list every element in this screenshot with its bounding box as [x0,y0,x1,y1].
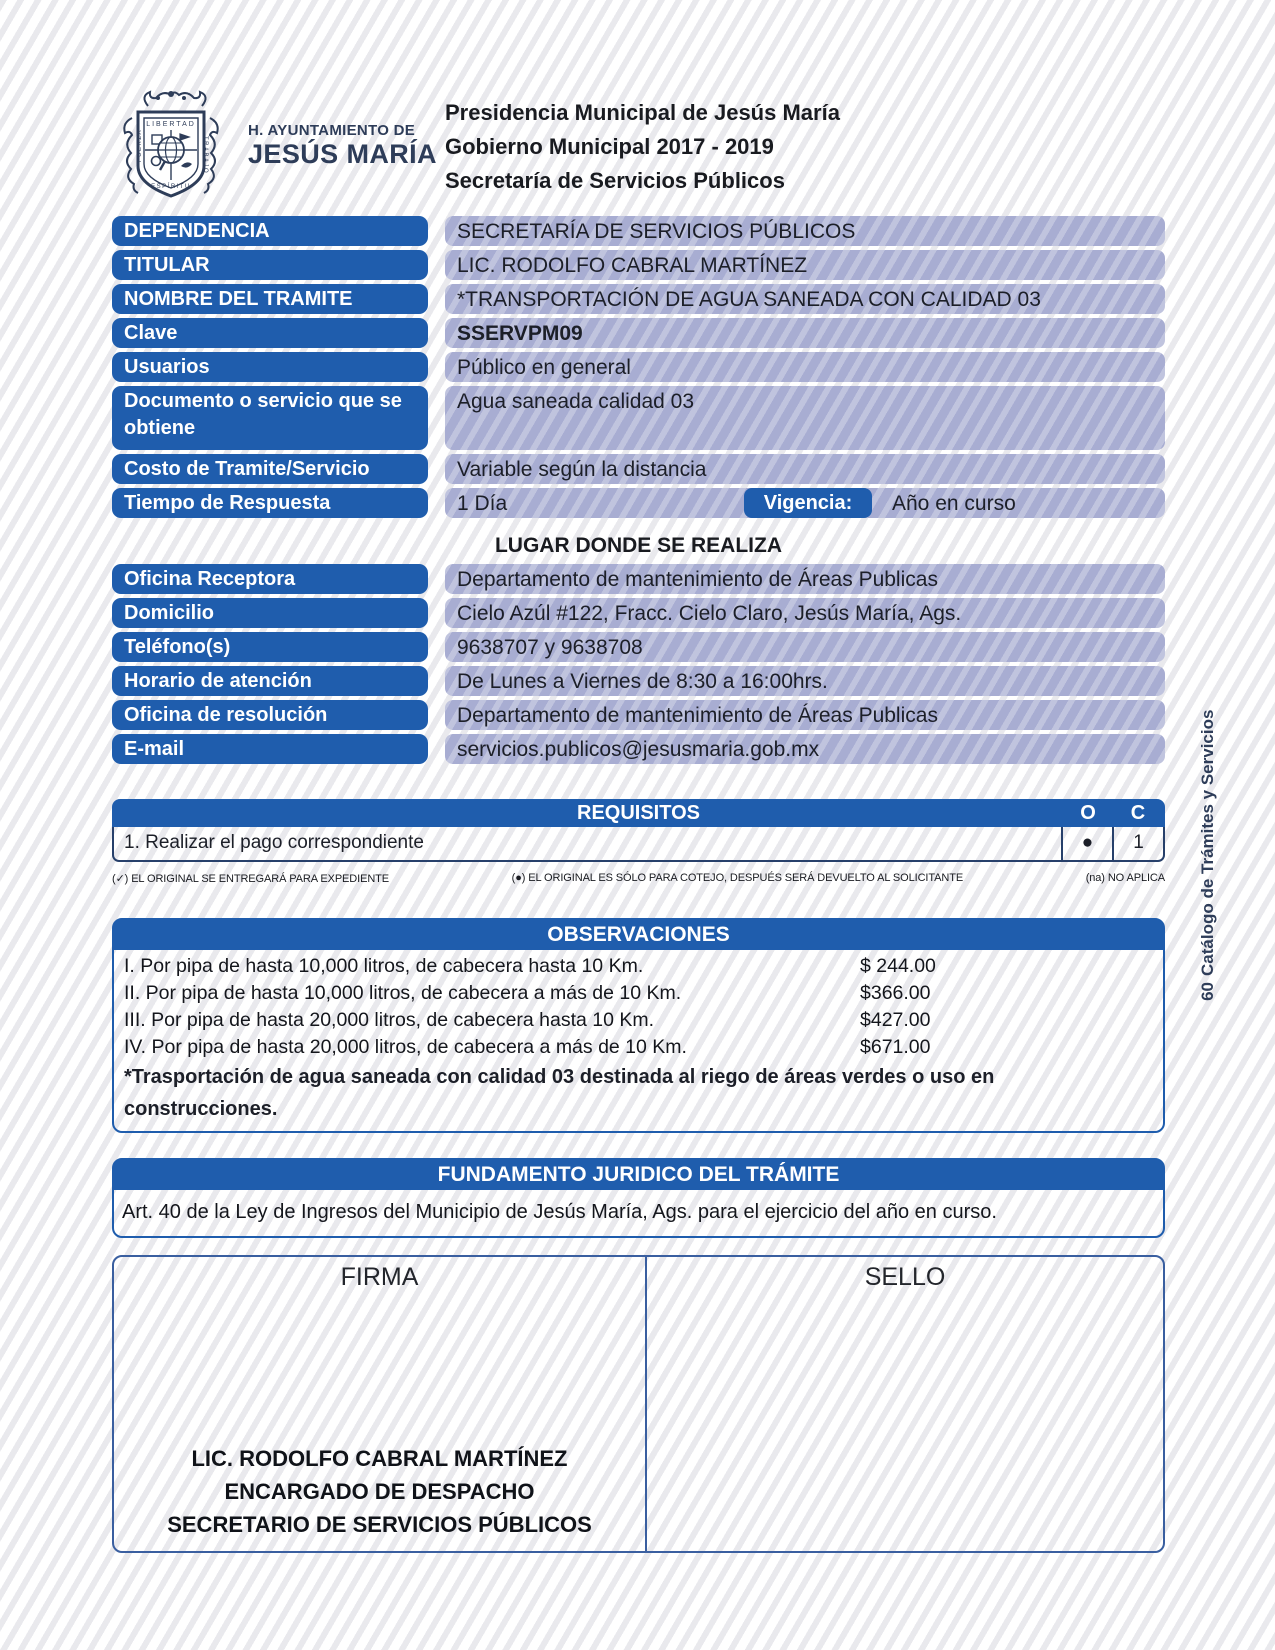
row-label: Oficina de resolución [112,700,428,730]
signer-name: LIC. RODOLFO CABRAL MARTÍNEZ [191,1446,568,1471]
row-value: SECRETARÍA DE SERVICIOS PÚBLICOS [445,216,1165,246]
row-label: Clave [112,318,428,348]
observacion-price: $366.00 [860,982,931,1004]
observacion-price: $427.00 [860,1009,931,1031]
fundamento-text: Art. 40 de la Ley de Ingresos del Municipio de Jesús María, Ags. para el ejercicio del año en curso. [122,1201,997,1223]
observaciones-note: *Trasportación de agua saneada con calidad 03 destinada al riego de áreas verdes o uso en construcciones. [124,1066,995,1120]
title-line-1: Presidencia Municipal de Jesús María [445,100,840,125]
observacion-item [124,1034,1153,1061]
row-horario [112,666,1165,696]
row-value: *TRANSPORTACIÓN DE AGUA SANEADA CON CALIDAD 03 [445,284,1165,314]
row-usuarios [112,352,1165,382]
row-documento [112,386,1165,450]
brand-small-text: H. AYUNTAMIENTO DE [248,122,416,139]
observaciones-title: OBSERVACIONES [114,920,1163,950]
row-label: Documento o servicio que se obtiene [112,386,428,450]
crest-motto-bottom: ESPÍRITU [151,184,191,190]
requisitos-legend [112,872,1165,885]
row-value: Variable según la distancia [445,454,1165,484]
observacion-text: I. Por pipa de hasta 10,000 litros, de cabecera hasta 10 Km. [124,955,644,977]
brand-block [248,122,437,170]
observaciones-section [112,918,1165,1133]
requisito-copies: 1 [1112,827,1163,860]
observacion-price: $ 244.00 [860,955,936,977]
row-value: De Lunes a Viernes de 8:30 a 16:00hrs. [445,666,1165,696]
row-titular [112,250,1165,280]
legend-item-expediente: (✓) EL ORIGINAL SE ENTREGARÁ PARA EXPEDIENTE [112,873,390,885]
row-dependencia [112,216,1165,246]
legend-item-cotejo: (●) EL ORIGINAL ES SÓLO PARA COTEJO, DESPUÉS SERÁ DEVUELTO AL SOLICITANTE [511,872,964,884]
observacion-text: IV. Por pipa de hasta 20,000 litros, de cabecera a más de 10 Km. [124,1036,687,1058]
vigencia-value: Año en curso [892,492,1016,515]
row-label: Oficina Receptora [112,564,428,594]
signer-role-2: SECRETARIO DE SERVICIOS PÚBLICOS [167,1512,592,1537]
row-label: Usuarios [112,352,428,382]
firma-label: FIRMA [340,1263,419,1291]
observacion-item [124,980,1153,1007]
observaciones-body [114,950,1163,1131]
row-value: Departamento de mantenimiento de Áreas Publicas [445,700,1165,730]
requisitos-table [112,799,1165,862]
row-label: Costo de Tramite/Servicio [112,454,428,484]
row-tiempo-respuesta [112,488,1165,518]
row-value: Agua saneada calidad 03 [445,386,1165,450]
fundamento-section [112,1158,1165,1238]
municipal-crest-icon [114,86,228,212]
row-label: Horario de atención [112,666,428,696]
requisito-row [112,827,1165,862]
firma-cell [114,1257,647,1551]
fundamento-title: FUNDAMENTO JURIDICO DEL TRÁMITE [114,1160,1163,1190]
tiempo-value: 1 Día [457,492,508,515]
signer-role-1: ENCARGADO DE DESPACHO [224,1479,535,1504]
lugar-heading: LUGAR DONDE SE REALIZA [494,534,782,557]
observacion-text: II. Por pipa de hasta 10,000 litros, de cabecera a más de 10 Km. [124,982,682,1004]
row-telefonos [112,632,1165,662]
row-value [445,488,1165,518]
original-cotejo-dot-icon: ● [1061,827,1112,860]
requisito-text: 1. Realizar el pago correspondiente [124,832,424,853]
firma-sello-box [112,1255,1165,1553]
observacion-price: $671.00 [860,1036,931,1058]
row-value: SSERVPM09 [445,318,1165,348]
crest-motto-right: TRABAJO [202,136,208,175]
brand-large-text: JESÚS MARÍA [248,139,437,169]
row-clave [112,318,1165,348]
vigencia-label: Vigencia: [744,488,872,518]
document-title [445,96,840,198]
row-costo [112,454,1165,484]
row-label: Tiempo de Respuesta [112,488,428,518]
row-label: E-mail [112,734,428,764]
col-header-c: C [1130,802,1146,824]
observacion-text: III. Por pipa de hasta 20,000 litros, de cabecera hasta 10 Km. [124,1009,655,1031]
crest-motto-top: LIBERTAD [146,121,196,128]
row-oficina-resolucion [112,700,1165,730]
row-value: servicios.publicos@jesusmaria.gob.mx [445,734,1165,764]
page-number: 60 [1198,982,1217,1001]
row-oficina-receptora [112,564,1165,594]
row-value: 9638707 y 9638708 [445,632,1165,662]
row-value: Cielo Azúl #122, Fracc. Cielo Claro, Jesús María, Ags. [445,598,1165,628]
row-label: TITULAR [112,250,428,280]
row-label: Teléfono(s) [112,632,428,662]
row-value: Departamento de mantenimiento de Áreas Publicas [445,564,1165,594]
requisitos-title: REQUISITOS [577,802,700,824]
row-label: DEPENDENCIA [112,216,428,246]
row-email [112,734,1165,764]
row-label: Domicilio [112,598,428,628]
sello-cell [647,1257,1163,1551]
row-value: Público en general [445,352,1165,382]
observacion-item [124,1007,1153,1034]
info-table [112,216,1165,768]
sello-label: SELLO [864,1263,946,1291]
legend-item-no-aplica: (na) NO APLICA [1085,872,1165,884]
row-value: LIC. RODOLFO CABRAL MARTÍNEZ [445,250,1165,280]
row-domicilio [112,598,1165,628]
observacion-item [124,953,1153,980]
col-header-o: O [1080,802,1096,824]
signer-block [167,1442,592,1551]
row-label: NOMBRE DEL TRAMITE [112,284,428,314]
title-line-3: Secretaría de Servicios Públicos [445,168,785,193]
requisitos-header [112,799,1165,827]
catalog-sidebar-label: Catálogo de Trámites y Servicios [1198,709,1217,976]
title-line-2: Gobierno Municipal 2017 - 2019 [445,134,774,159]
crest-motto-left: FUERZA [137,129,143,162]
row-nombre-tramite [112,284,1165,314]
